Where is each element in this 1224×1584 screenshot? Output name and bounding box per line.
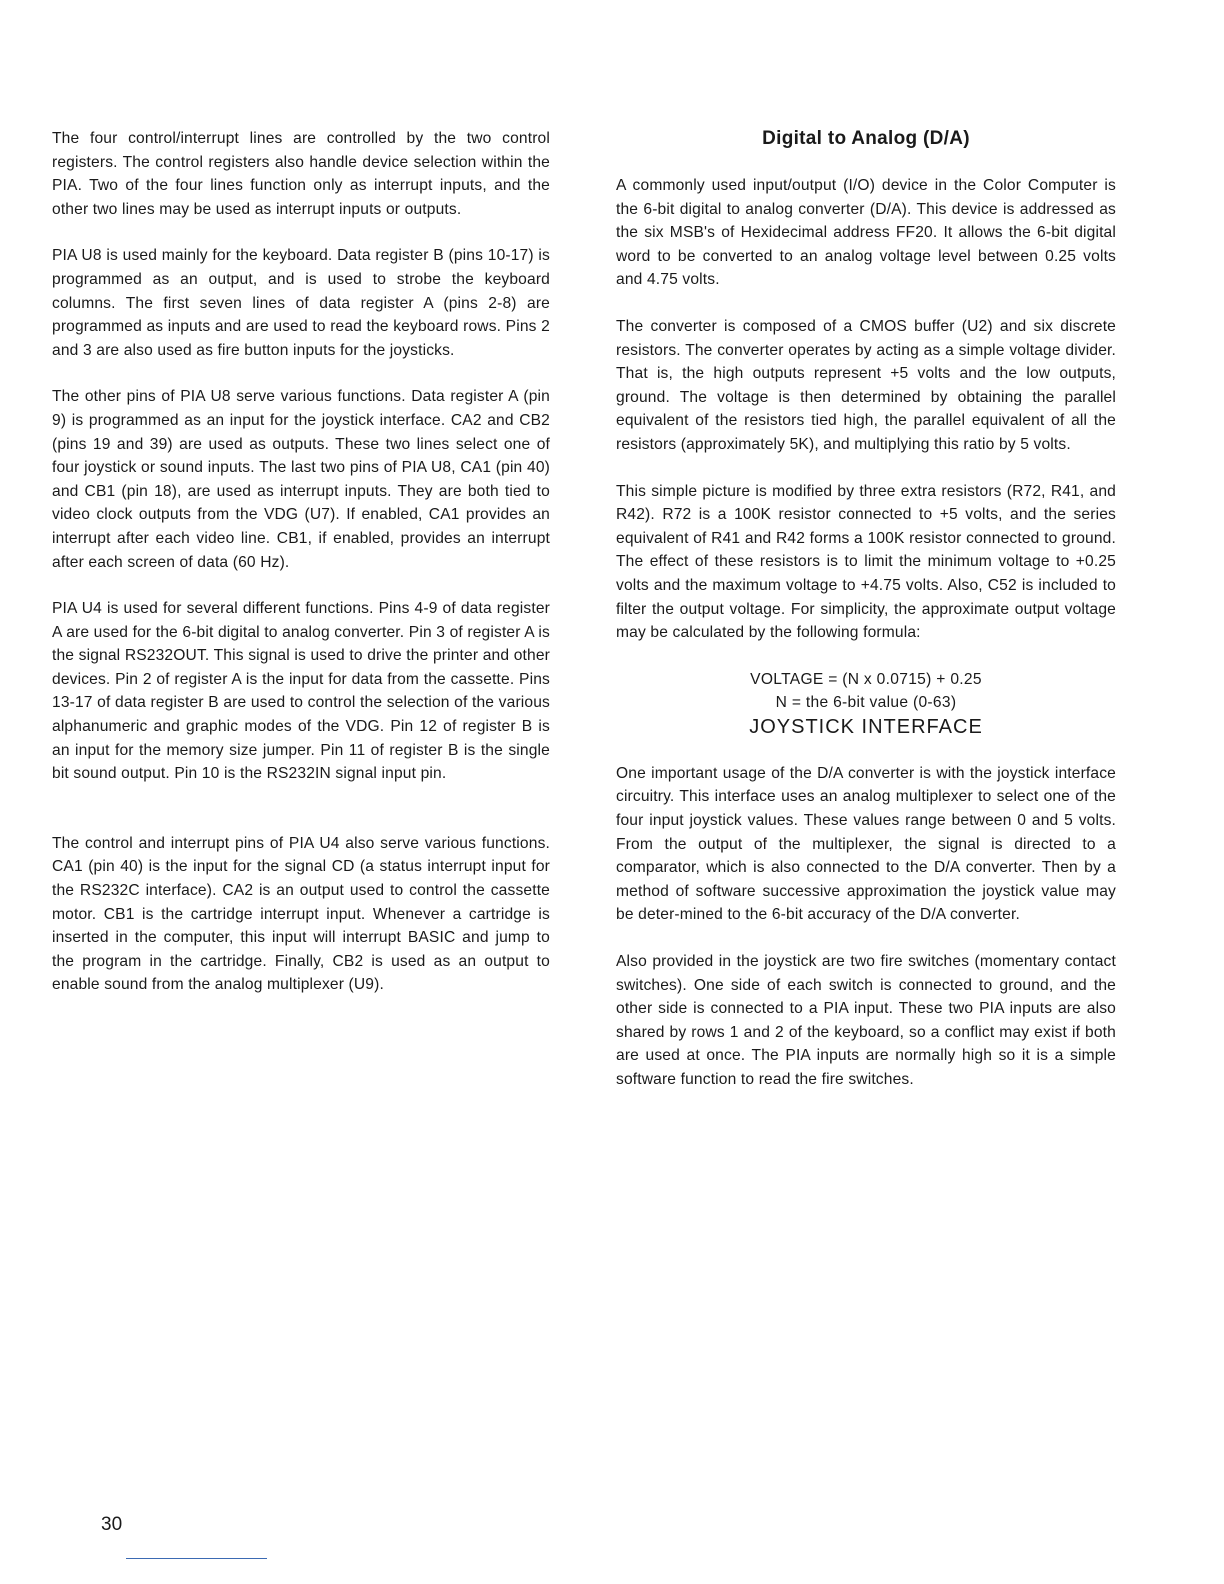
section-heading-joystick-interface: JOYSTICK INTERFACE bbox=[749, 715, 983, 738]
formula-voltage: VOLTAGE = (N x 0.0715) + 0.25 bbox=[750, 670, 982, 688]
paragraph-pia-u8-other-pins: The other pins of PIA U8 serve various functions. Data register A (pin 9) is programmed as an input for the joystick interface. CA2 and CB2 (pins 19 and 39) are used as outputs. These two lines select one of four joystick or sound inputs. The last two pins of PIA U8, CA1 (pin 40) and CB1 (pin 18), are used as interrupt inputs. They are both tied to video clock outputs from the VDG (U7). If enabled, CA1 provides an interrupt after each video line. CB1, if enabled, provides an interrupt after each screen of data (60 Hz). bbox=[52, 388, 550, 571]
paragraph-da-intro: A commonly used input/output (I/O) device in the Color Computer is the 6-bit digital to analog converter (D/A). This device is addressed as the six MSB's of Hexidecimal address FF20. It allows the 6-bit digital word to be converted to an analog voltage level between 0.25 volts and 4.75 volts. bbox=[616, 177, 1116, 289]
paragraph-joystick-circuitry: One important usage of the D/A converter is with the joystick interface circuitry. This interface uses an analog multiplexer to select one of the four input joystick values. These values range between 0 and 5 volts. From the output of the multiplexer, the signal is directed to a comparator, which is also connected to the D/A converter. Then by a method of software successive approximation the joystick value may be deter-mined to the 6-bit accuracy of the D/A converter. bbox=[616, 764, 1116, 924]
page-number: 30 bbox=[101, 1514, 123, 1535]
section-heading-digital-to-analog: Digital to Analog (D/A) bbox=[762, 128, 970, 149]
left-column bbox=[52, 127, 550, 997]
formula-n-definition: N = the 6-bit value (0-63) bbox=[775, 694, 957, 712]
footer-rule bbox=[126, 1558, 267, 1559]
paragraph-da-converter: The converter is composed of a CMOS buffer (U2) and six discrete resistors. The converter operates by acting as a simple voltage divider. That is, the high outputs represent +5 volts and the low outputs, ground. The voltage is then determined by obtaining the parallel equivalent of the resistors tied high, the parallel equivalent of all the resistors (approximately 5K), and multiplying this ratio by 5 volts. bbox=[616, 317, 1116, 453]
paragraph-control-lines: The four control/interrupt lines are controlled by the two control registers. The control registers also handle device selection within the PIA. Two of the four lines function only as interrupt inputs, and the other two lines may be used as interrupt inputs or outputs. bbox=[52, 130, 550, 218]
right-column bbox=[616, 127, 1116, 1092]
paragraph-pia-u4-control-pins: The control and interrupt pins of PIA U4 also serve various functions. CA1 (pin 40) is the input for the signal CD (a status interrupt input for the RS232C interface). CA2 is an output used to control the cassette motor. CB1 is the cartridge interrupt input. Whenever a cartridge is inserted in the computer, this input will interrupt BASIC and jump to the program in the cartridge. Finally, CB2 is used as an output to enable sound from the analog multiplexer (U9). bbox=[52, 834, 550, 994]
paragraph-pia-u4-functions: PIA U4 is used for several different functions. Pins 4-9 of data register A are used for the 6-bit digital to analog converter. Pin 3 of register A is the signal RS232OUT. This signal is used to drive the printer and other devices. Pin 2 of register A is the input for data from the cassette. Pins 13-17 of data register B are used to control the selection of the various alphanumeric and graphic modes of the VDG. Pin 12 of register B is an input for the memory size jumper. Pin 11 of register B is the single bit sound output. Pin 10 is the RS232IN signal input pin. bbox=[52, 600, 550, 783]
formula-block bbox=[616, 668, 1116, 715]
paragraph-da-resistors: This simple picture is modified by three extra resistors (R72, R41, and R42). R72 is a 100K resistor connected to +5 volts, and the series equivalent of R41 and R42 forms a 100K resistor connected to ground. The effect of these resistors is to limit the minimum voltage to +0.25 volts and the maximum voltage to +4.75 volts. Also, C52 is included to filter the output voltage. For simplicity, the approximate output voltage may be calculated by the following formula: bbox=[616, 482, 1116, 642]
paragraph-fire-switches: Also provided in the joystick are two fire switches (momentary contact switches). One side of each switch is connected to ground, and the other side is connected to a PIA input. These two PIA inputs are also shared by rows 1 and 2 of the keyboard, so a conflict may exist if both are used at once. The PIA inputs are normally high so it is a simple software function to read the fire switches. bbox=[616, 953, 1116, 1088]
paragraph-pia-u8-keyboard: PIA U8 is used mainly for the keyboard. Data register B (pins 10-17) is programmed as an output, and is used to strobe the keyboard columns. The first seven lines of data register A (pins 2-8) are programmed as inputs and are used to read the keyboard rows. Pins 2 and 3 are also used as fire button inputs for the joysticks. bbox=[52, 247, 550, 359]
